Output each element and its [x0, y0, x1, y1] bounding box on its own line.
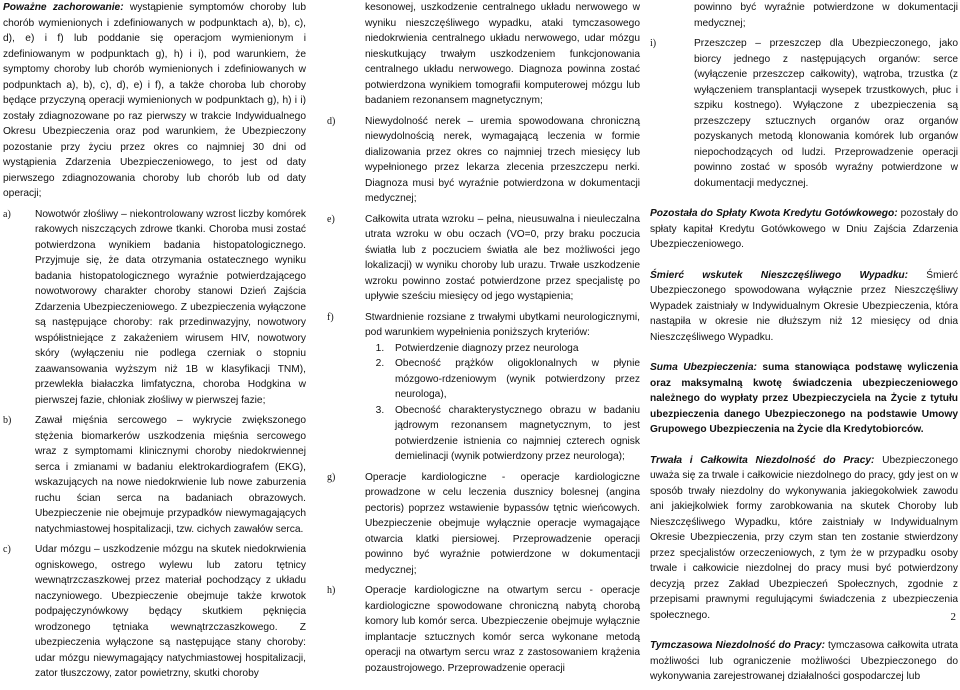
definition-temporary-disability	[650, 638, 958, 685]
definition-term: Trwała i Całkowita Niezdolność do Pracy:	[650, 454, 875, 466]
item-label: c)	[3, 544, 11, 555]
definition-text: wystąpienie symptomów choroby lub chorób wymienionych i zdefiniowanych w podpunktach a), b), c), d), e) i f) lub poddanie się operacjom wymienionym i zdefiniowanym w podpunktach g), h) i i), pod warunkiem, że symptomy choroby lub chorób wymienionych i zdefiniowanych w podpunktach a), b), c), d), e) i f), a także choroba lub choroby będące przyczyną operacji wymienionych w podpunktach g), h) i i) zostały zdiagnozowane po raz pierwszy w trakcie Indywidualnego Okresu Ubezpieczenia oraz pod warunkiem, że Ubezpieczony pozostanie przy życiu przez okres co najmniej 30 dni od wystąpienia Zdarzenia Ubezpieczeniowego, to jest od daty pierwszego zdiagnozowania choroby lub chorób lub od daty operacji;	[3, 2, 306, 199]
definition-term: Poważne zachorowanie:	[3, 2, 124, 13]
item-label: b)	[3, 415, 12, 426]
list-item-e	[327, 212, 640, 305]
item-text: Całkowita utrata wzroku – pełna, nieusuwalna i nieuleczalna utrata wzroku w obu oczach (VO=0, przy braku poczucia światła lub z poczuciem światła ale bez możliwości jego lokalizacji) w wyniku choroby lub urazu. Trwałe uszkodzenie wzroku powinno zostać potwierdzone przez specjalistę po upływie sześciu miesięcy od jego wystąpienia;	[365, 213, 640, 302]
list-item-a	[3, 207, 306, 409]
item-label: d)	[327, 115, 336, 127]
list-item-g	[327, 470, 640, 579]
item-text: Niewydolność nerek – uremia spowodowana chroniczną niewydolnością nerek, wymagającą leczenia w formie dializowania przez okres co najmniej trzech miesięcy lub wypełnionego przez lekarza zlecenia przeszczepu nerki. Diagnoza musi być wyraźnie potwierdzona w dokumentacji medycznej;	[365, 115, 640, 204]
item-label: g)	[327, 471, 336, 483]
criteria-item: 2. Obecność prążków oligoklonalnych w płynie mózgowo-rdzeniowym (wynik potwierdzony przez neurologa),	[387, 356, 640, 403]
page-number: 2	[950, 611, 956, 623]
continued-text: powinno być wyraźnie potwierdzone w dokumentacji medycznej;	[694, 2, 958, 29]
list-item-f	[327, 310, 640, 465]
item-text: Nowotwór złośliwy – niekontrolowany wzrost liczby komórek rakowych niszczących zdrowe tkanki. Choroba musi zostać potwierdzona wynikiem badania histopatologicznego. Przyjmuje się, że data otrzymania ostatecznego wyniku badania histopatologicznego wyraźnie potwierdzającego nowotworowy charakter choroby stanowi Dzień Zajścia Zdarzenia Ubezpieczeniowego. Z ubezpieczenia wyłączone są następujące choroby: rak przedinwazyjny, nowotwory współistniejące z zakażeniem wirusem HIV, nowotwory skóry (wyłączeniu nie podlega czerniak o stopniu zaawansowania wyższym niż 1B w klasyfikacji TNM), przewlekła białaczka limfatyczna, choroba Hodgkina w pierwszej fazie, chłoniak złośliwy w pierwszej fazie;	[35, 208, 306, 406]
continued-text: kesonowej, uszkodzenie centralnego układu nerwowego w wyniku nieszczęśliwego wypadku, ataki tymczasowego niedokrwienia centralnego układu nerwowego, udar mózgu nieskutkujący trwałym uszkodzeniem funkcjonowania centralnego układu nerwowego. Diagnoza powinna zostać potwierdzona wynikiem tomografii komputerowej mózgu lub badaniem rezonansem magnetycznym;	[365, 2, 640, 106]
item-text: Przeszczep – przeszczep dla Ubezpieczonego, jako biorcy jednego z następujących organów: serce (wyłączenie przeszczep całkowity), wątroba, trzustka (z wyłączeniem transplantacji wysepek trzustkowych, płuc i szpiku kostnego). Wyłączone z ubezpieczenia są przeszczepy sztucznych organów oraz organów pozyskanych metodą klonowania komórek lub organów niepochodzących od ludzi. Przeprowadzenie operacji powinno zostać w sposób wyraźny potwierdzone w dokumentacji medycznej.	[694, 38, 958, 189]
item-label: i)	[650, 38, 657, 49]
item-text: Operacje kardiologiczne - operacje kardiologiczne prowadzone w celu leczenia dusznicy bolesnej (angina pectoris) poprzez wstawienie bypassów tętnic wieńcowych. Ubezpieczenie obejmuje wyłącznie operacje wymagające otwarcia klatki piersiowej. Przeprowadzenie operacji powinno być wyraźnie potwierdzone w dokumentacji medycznej;	[365, 471, 640, 576]
definition-text: tymczasowa całkowita utrata możliwości lub ograniczenie możliwości Ubezpieczonego do wykonywania zarejestrowanej działalności gospodarczej lub	[650, 640, 958, 682]
list-item-c	[3, 542, 306, 682]
item-label: a)	[3, 208, 11, 220]
definition-term: Suma Ubezpieczenia:	[650, 362, 757, 373]
item-text: Udar mózgu – uszkodzenie mózgu na skutek niedokrwienia ogniskowego, ostrego wylewu lub zatoru tętnicy wewnątrzczaszkowej przez materiał pochodzący z układu naczyniowego. Ubezpieczenie obejmuje także krwotok podpajęczynówkowy będący skutkiem pęknięcia wrodzonego tętniaka wewnątrzczaszkowego. Z ubezpieczenia wyłączone są następujące stany choroby: udar mózgu niewymagający natychmiastowej hospitalizacji, zator tłuszczowy, zator powietrzny, skutki choroby	[35, 544, 306, 679]
list-item-h	[327, 583, 640, 676]
definition-remaining-loan	[650, 206, 958, 253]
list-item-i	[650, 36, 958, 191]
list-item-d	[327, 114, 640, 207]
criteria-item: 1. Potwierdzenie diagnozy przez neurologa	[387, 341, 640, 357]
serious-illness-definition	[3, 0, 306, 202]
column-left	[3, 0, 306, 687]
item-label: h)	[327, 585, 336, 596]
definition-text: pozostały do spłaty kapitał Kredytu Gotówkowego w Dniu Zajścia Zdarzenia Ubezpieczeniowego.	[650, 208, 958, 250]
definition-sum-insured	[650, 360, 958, 438]
column-right	[650, 0, 958, 690]
column-middle	[327, 0, 640, 681]
criteria-list	[365, 341, 640, 465]
definition-term: Pozostała do Spłaty Kwota Kredytu Gotówkowego:	[650, 208, 898, 219]
item-text: Zawał mięśnia sercowego – wykrycie zwiększonego stężenia biomarkerów uszkodzenia mięśnia sercowego wraz z symptomami klinicznymi choroby niedokrwiennej serca i zmianami w badaniu elektrokardiografem (EKG), wskazujących na nowe niedokrwienie lub nowe zaburzenia ruchu ścian serca na badaniach obrazowych. Ubezpieczenie nie obejmuje przypadków niewymagających natychmiastowej hospitalizacji, tzw. cichych zawałów serca.	[35, 415, 306, 535]
definition-term: Śmierć wskutek Nieszczęśliwego Wypadku:	[650, 269, 908, 281]
definition-text: Śmierć Ubezpieczonego spowodowana wyłącznie przez Nieszczęśliwy Wypadek zaistniały w Indywidualnym Okresie Ubezpieczenia, która nastąpiła w okresie nie dłuższym niż 12 miesięcy od dnia Nieszczęśliwego Wypadku.	[650, 269, 958, 343]
definition-permanent-disability	[650, 453, 958, 624]
definition-text: Ubezpieczonego uważa się za trwale i całkowicie niezdolnego do pracy, gdy jest on w sposób trwały niezdolny do wykonywania jakiegokolwiek zawodu ani jakiejkolwiek formy zarobkowania na skutek Choroby lub Nieszczęśliwego Wypadku, które zaistniały w Indywidualnym Okresie Ubezpieczenia, przy czym stan ten zostanie stwierdzony przez specjalistów orzeczeniowych, z tym że w przypadku osoby trwale i całkowicie niezdolnej do pracy musi być potwierdzony decyzją przez Zakład Ubezpieczeń Społecznych, zgodnie z przepisami prawnymi regulującymi świadczenia z ubezpieczenia społecznego.	[650, 454, 958, 621]
item-text: Stwardnienie rozsiane z trwałymi ubytkami neurologicznymi, pod warunkiem wypełnienia poniższych kryteriów:	[365, 311, 640, 338]
definition-term: Tymczasowa Niezdolność do Pracy:	[650, 640, 826, 651]
item-label: f)	[327, 311, 334, 323]
criteria-item: 3. Obecność charakterystycznego obrazu w badaniu jądrowym rezonansem magnetycznym, to jest potwierdzenie istnienia co najmniej czterech ognisk demielinacji (wynik potwierdzony przez neurologa);	[387, 403, 640, 465]
item-text: Operacje kardiologiczne na otwartym sercu - operacje kardiologiczne spowodowane chroniczną nabytą chorobą komory lub komór serca. Ubezpieczenie obejmuje wyłącznie implantacje sztucznych komór serca wykonane metodą operacji na otwartym sercu wraz z zastosowaniem krążenia pozaustrojowego. Przeprowadzenie operacji	[365, 585, 640, 674]
definition-accidental-death	[650, 268, 958, 346]
item-label: e)	[327, 213, 335, 225]
definition-text: suma stanowiąca podstawę wyliczenia oraz maksymalną kwotę świadczenia ubezpieczeniowego należnego do wypłaty przez Ubezpieczyciela na Życie z tytułu ubezpieczenia danego Ubezpieczonego na podstawie Umowy Grupowego Ubezpieczenia na Życie dla Kredytobiorców.	[650, 362, 958, 435]
list-item-b	[3, 413, 306, 537]
